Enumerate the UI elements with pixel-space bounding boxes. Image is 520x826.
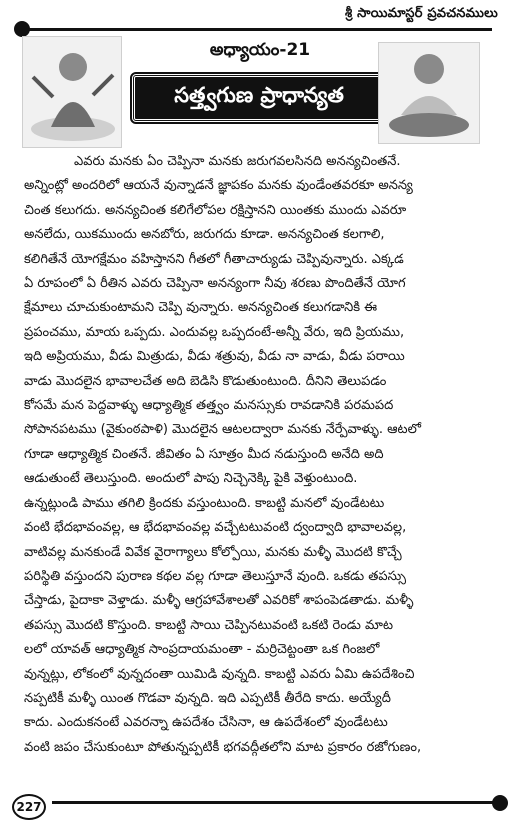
body-line: క్షేమాలు చూచుకుంటామని చెప్పి వున్నారు. అనన్యచింత కలుగడానికి ఈ [24, 300, 378, 316]
body-line: ఉన్నట్లుండి పాము తగిలి క్రిందకు వస్తుంటుంది. కాబట్టి మనలో వుండేటటు [24, 495, 385, 511]
body-line: ఎవరు మనకు ఏం చెప్పినా మనకు జరుగవలసినది అనన్యచింతనే. [74, 154, 401, 169]
chapter-title: సత్త్వగుణ ప్రాధాన్యత [132, 74, 386, 122]
speaker-portrait-illustration [378, 42, 480, 144]
body-line: వున్నట్లు, లోకంలో వున్నదంతా యిమిడి వున్నది. కాబట్టి ఎవరు ఏమి ఉపదేశించి [24, 666, 415, 682]
footer-dot-ornament [492, 795, 508, 811]
header-rule [22, 28, 492, 31]
body-line: తపస్సు మొదటి కొస్తుంది. కాబట్టి సాయి చెప్పినటువంటి ఒకటి రెండు మాట [24, 617, 394, 633]
body-line: నప్పటికీ మళ్ళీ యింత గొడవా వున్నది. ఇది ఎప్పటికీ తీరేది కాదు. అయ్యేదీ [24, 690, 391, 706]
body-line: అనలేదు, యికముందు అనబోరు, జరుగదు కూడా. అనన్యచింత కలగాలి, [24, 227, 385, 243]
body-line: వాటివల్ల మనకుండే వివేక వైరాగ్యాలు కోల్పోయి, మనకు మళ్ళీ మొదటి కొచ్చే [24, 544, 402, 560]
body-line: సోపానపటము (వైకుంఠపాళి) మొదలైన ఆటలద్వారా మనకు నేర్పేవాళ్ళు. ఆటలో [24, 422, 421, 438]
running-title: శ్రీ సాయిమాస్టర్ ప్రవచనములు [345, 6, 498, 21]
body-line: వంటి జపం చేసుకుంటూ పోతున్నప్పటికీ భగవద్గీతలోని మాట ప్రకారం రజోగుణం, [24, 739, 422, 755]
body-line: కలిగితేనే యోగక్షేమం వహిస్తానని గీతలో గీతాచార్యుడు చెప్పివున్నారు. ఎక్కడ [24, 251, 404, 267]
body-line: పరిస్థితి వస్తుందని పురాణ కథల వల్ల గూడా తెలుస్తూనే వుంది. ఒకడు తపస్సు [24, 568, 406, 584]
body-line: లలో యావత్ ఆధ్యాత్మిక సాంప్రదాయమంతా - మర్రిచెట్టంతా ఒక గింజలో [24, 642, 380, 658]
body-line: చేస్తాడు, పైదాకా వెళ్తాడు. మళ్ళీ ఆగ్రహావేశాలతో ఎవరికో శాపంపెడతాడు. మళ్ళీ [24, 593, 414, 609]
body-line: ఆడుతుంటే తెలుస్తుంది. అందులో పాపు నిచ్చెనెక్కి పైకి వెళ్తుంటుంది. [24, 471, 358, 487]
body-line: కోసమే మన పెద్దవాళ్ళు ఆధ్యాత్మిక తత్త్వం మనస్సుకు రావడానికి పరమపద [24, 398, 394, 414]
article-body [24, 150, 502, 760]
body-line: వంటి భేదభావంవల్ల, ఆ భేదభావంవల్ల వచ్చేటటువంటి ద్వంద్వాది భావాలవల్ల, [24, 520, 407, 536]
footer-rule [52, 801, 494, 804]
body-line: కాదు. ఎందుకనంటే ఎవరన్నా ఉపదేశం చేసినా, ఆ ఉపదేశంలో వుండేటటు [24, 715, 388, 731]
body-line: ఏ రూపంలో ఏ రీతిన ఎవరు చెప్పినా అనన్యంగా నీవు శరణు పొందితేనే యోగ [24, 276, 406, 292]
body-line: ఇది అప్రియము, వీడు మిత్రుడు, వీడు శత్రువు, వీడు నా వాడు, వీడు పరాయి [24, 349, 405, 365]
body-line: ప్రపంచము, మాయ ఒప్పదు. ఎందువల్ల ఒప్పదంటే-అన్నీ వేరు, ఇది ప్రియము, [24, 324, 405, 340]
body-line: అన్నింట్లో అందరిలో ఆయనే వున్నాడనే జ్ఞాపకం మనకు వుండేంతవరకూ అనన్య [24, 178, 413, 194]
body-line: చింత కలుగదు. అనన్యచింత కలిగేలోపల రక్షిస్తానని యింతకు ముందు ఎవరూ [24, 202, 407, 218]
chapter-number: అధ్యాయం-21 [209, 40, 311, 60]
body-line: గూడా ఆధ్యాత్మిక చింతనే. జీవితం ఏ సూత్రం మీద నడుస్తుంది అనేది అది [24, 446, 384, 462]
body-line: వాడు మొదలైన భావాలచేత అది బెడిసి కొడుతుంటుంది. దీనిని తెలుపడం [24, 373, 387, 389]
page-number: 227 [12, 794, 46, 820]
